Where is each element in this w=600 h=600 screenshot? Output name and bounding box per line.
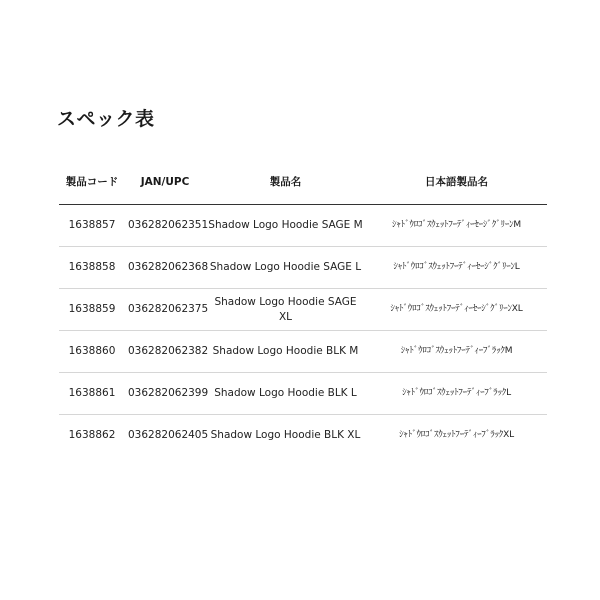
cell-product-name: Shadow Logo Hoodie BLK L bbox=[205, 373, 366, 415]
cell-product-code: 1638859 bbox=[59, 289, 125, 331]
table-row bbox=[59, 331, 547, 373]
table-header bbox=[59, 160, 547, 205]
cell-japanese-product-name: ｼｬﾄﾞｳﾛｺﾞｽｳｪｯﾄﾌｰﾃﾞｨｰﾌﾞﾗｯｸL bbox=[366, 373, 547, 415]
table-row bbox=[59, 373, 547, 415]
cell-product-name: Shadow Logo Hoodie SAGE M bbox=[205, 205, 366, 247]
cell-product-code: 1638861 bbox=[59, 373, 125, 415]
table-row bbox=[59, 205, 547, 247]
cell-jan-upc: 036282062405 bbox=[128, 429, 209, 441]
cell-japanese-product-name: ｼｬﾄﾞｳﾛｺﾞｽｳｪｯﾄﾌｰﾃﾞｨｰﾌﾞﾗｯｸXL bbox=[399, 430, 514, 440]
cell-jan-upc: 036282062351 bbox=[125, 205, 205, 247]
header-product-name: 製品名 bbox=[205, 160, 366, 205]
cell-product-code: 1638860 bbox=[59, 331, 125, 373]
cell-japanese-product-name: ｼｬﾄﾞｳﾛｺﾞｽｳｪｯﾄﾌｰﾃﾞｨｰｾｰｼﾞｸﾞﾘｰﾝM bbox=[366, 205, 547, 247]
page-title: スペック表 bbox=[57, 108, 155, 130]
table-body bbox=[59, 205, 547, 457]
cell-product-name: Shadow Logo Hoodie SAGE XL bbox=[205, 289, 366, 331]
cell-jan-upc: 036282062368 bbox=[125, 247, 205, 289]
cell-product-name: Shadow Logo Hoodie BLK XL bbox=[210, 429, 361, 441]
cell-product-code: 1638858 bbox=[59, 247, 125, 289]
cell-product-code: 1638862 bbox=[68, 429, 116, 441]
header-product-code: 製品コード bbox=[59, 160, 125, 205]
header-jan-upc: JAN/UPC bbox=[125, 160, 205, 205]
table-row bbox=[59, 415, 547, 457]
cell-japanese-product-name: ｼｬﾄﾞｳﾛｺﾞｽｳｪｯﾄﾌｰﾃﾞｨｰﾌﾞﾗｯｸM bbox=[366, 331, 547, 373]
table-row bbox=[59, 247, 547, 289]
cell-japanese-product-name: ｼｬﾄﾞｳﾛｺﾞｽｳｪｯﾄﾌｰﾃﾞｨｰｾｰｼﾞｸﾞﾘｰﾝL bbox=[366, 247, 547, 289]
spec-table bbox=[59, 160, 547, 456]
header-row bbox=[59, 160, 547, 205]
cell-jan-upc: 036282062399 bbox=[125, 373, 205, 415]
header-japanese-product-name: 日本語製品名 bbox=[366, 160, 547, 205]
cell-product-name: Shadow Logo Hoodie SAGE L bbox=[205, 247, 366, 289]
table-row bbox=[59, 289, 547, 331]
cell-jan-upc: 036282062382 bbox=[125, 331, 205, 373]
cell-jan-upc: 036282062375 bbox=[125, 289, 205, 331]
cell-product-code: 1638857 bbox=[59, 205, 125, 247]
cell-japanese-product-name: ｼｬﾄﾞｳﾛｺﾞｽｳｪｯﾄﾌｰﾃﾞｨｰｾｰｼﾞｸﾞﾘｰﾝXL bbox=[366, 289, 547, 331]
cell-product-name: Shadow Logo Hoodie BLK M bbox=[205, 331, 366, 373]
